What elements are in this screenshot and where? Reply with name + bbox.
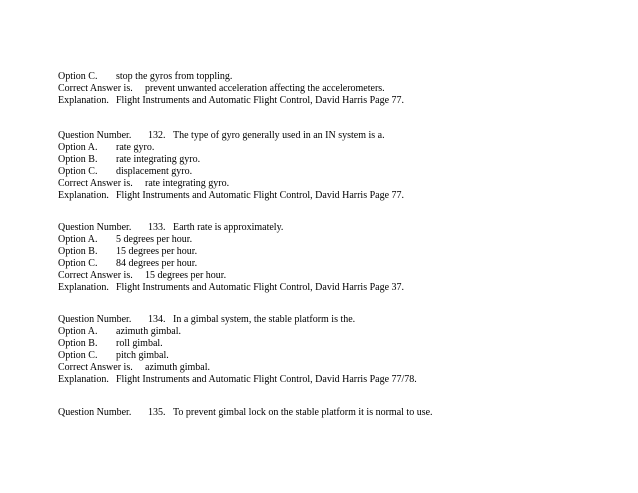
answer-label: Correct Answer is.: [58, 362, 133, 373]
option-label: Option A.: [58, 234, 98, 245]
question-133-explanation: [58, 282, 404, 294]
option-text: 84 degrees per hour.: [116, 258, 198, 269]
question-133-option-c: [58, 258, 197, 270]
option-label: Option C.: [58, 258, 98, 269]
option-label: Option B.: [58, 154, 98, 165]
question-132-correct-answer: [58, 178, 229, 190]
option-label: Option C.: [58, 71, 98, 82]
question-132-option-b: [58, 154, 200, 166]
option-text: pitch gimbal.: [116, 350, 169, 361]
question-132-option-a: [58, 142, 154, 154]
question-134-option-c: [58, 350, 169, 362]
explanation-label: Explanation.: [58, 95, 109, 106]
option-text: 5 degrees per hour.: [116, 234, 193, 245]
answer-text: 15 degrees per hour.: [145, 270, 227, 281]
question-133-correct-answer: [58, 270, 226, 282]
question-132-header: [58, 130, 385, 142]
option-text: roll gimbal.: [116, 338, 163, 349]
question-133-header: [58, 222, 283, 234]
question-132-option-c: [58, 166, 192, 178]
prev-explanation: [58, 95, 404, 107]
question-number: 134.: [148, 314, 166, 325]
prev-correct-answer: [58, 83, 385, 95]
explanation-label: Explanation.: [58, 374, 109, 385]
option-text: rate integrating gyro.: [116, 154, 201, 165]
question-133-option-b: [58, 246, 197, 258]
question-text: The type of gyro generally used in an IN system is a.: [173, 130, 385, 141]
answer-label: Correct Answer is.: [58, 178, 133, 189]
question-label: Question Number.: [58, 222, 132, 233]
option-text: rate gyro.: [116, 142, 155, 153]
option-label: Option A.: [58, 142, 98, 153]
question-134-explanation: [58, 374, 417, 386]
option-text: azimuth gimbal.: [116, 326, 181, 337]
answer-label: Correct Answer is.: [58, 270, 133, 281]
question-number: 135.: [148, 407, 166, 418]
question-text: To prevent gimbal lock on the stable platform it is normal to use.: [173, 407, 433, 418]
option-label: Option B.: [58, 246, 98, 257]
question-135-header: [58, 407, 433, 419]
question-number: 132.: [148, 130, 166, 141]
answer-text: rate integrating gyro.: [145, 178, 230, 189]
question-133-option-a: [58, 234, 192, 246]
option-text: displacement gyro.: [116, 166, 193, 177]
prev-option-c: [58, 71, 232, 83]
option-label: Option C.: [58, 350, 98, 361]
question-label: Question Number.: [58, 407, 132, 418]
question-text: In a gimbal system, the stable platform is the.: [173, 314, 356, 325]
option-label: Option B.: [58, 338, 98, 349]
explanation-text: Flight Instruments and Automatic Flight Control, David Harris Page 77/78.: [116, 374, 417, 385]
explanation-text: Flight Instruments and Automatic Flight Control, David Harris Page 77.: [116, 190, 405, 201]
explanation-text: Flight Instruments and Automatic Flight Control, David Harris Page 77.: [116, 95, 405, 106]
option-text: stop the gyros from toppling.: [116, 71, 233, 82]
question-132-explanation: [58, 190, 404, 202]
option-label: Option A.: [58, 326, 98, 337]
answer-text: prevent unwanted acceleration affecting the accelerometers.: [145, 83, 385, 94]
question-134-option-a: [58, 326, 181, 338]
answer-label: Correct Answer is.: [58, 83, 133, 94]
explanation-label: Explanation.: [58, 282, 109, 293]
question-text: Earth rate is approximately.: [173, 222, 284, 233]
question-134-option-b: [58, 338, 163, 350]
explanation-text: Flight Instruments and Automatic Flight Control, David Harris Page 37.: [116, 282, 405, 293]
question-134-header: [58, 314, 355, 326]
question-134-correct-answer: [58, 362, 210, 374]
option-text: 15 degrees per hour.: [116, 246, 198, 257]
question-label: Question Number.: [58, 314, 132, 325]
option-label: Option C.: [58, 166, 98, 177]
explanation-label: Explanation.: [58, 190, 109, 201]
question-number: 133.: [148, 222, 166, 233]
question-label: Question Number.: [58, 130, 132, 141]
answer-text: azimuth gimbal.: [145, 362, 210, 373]
